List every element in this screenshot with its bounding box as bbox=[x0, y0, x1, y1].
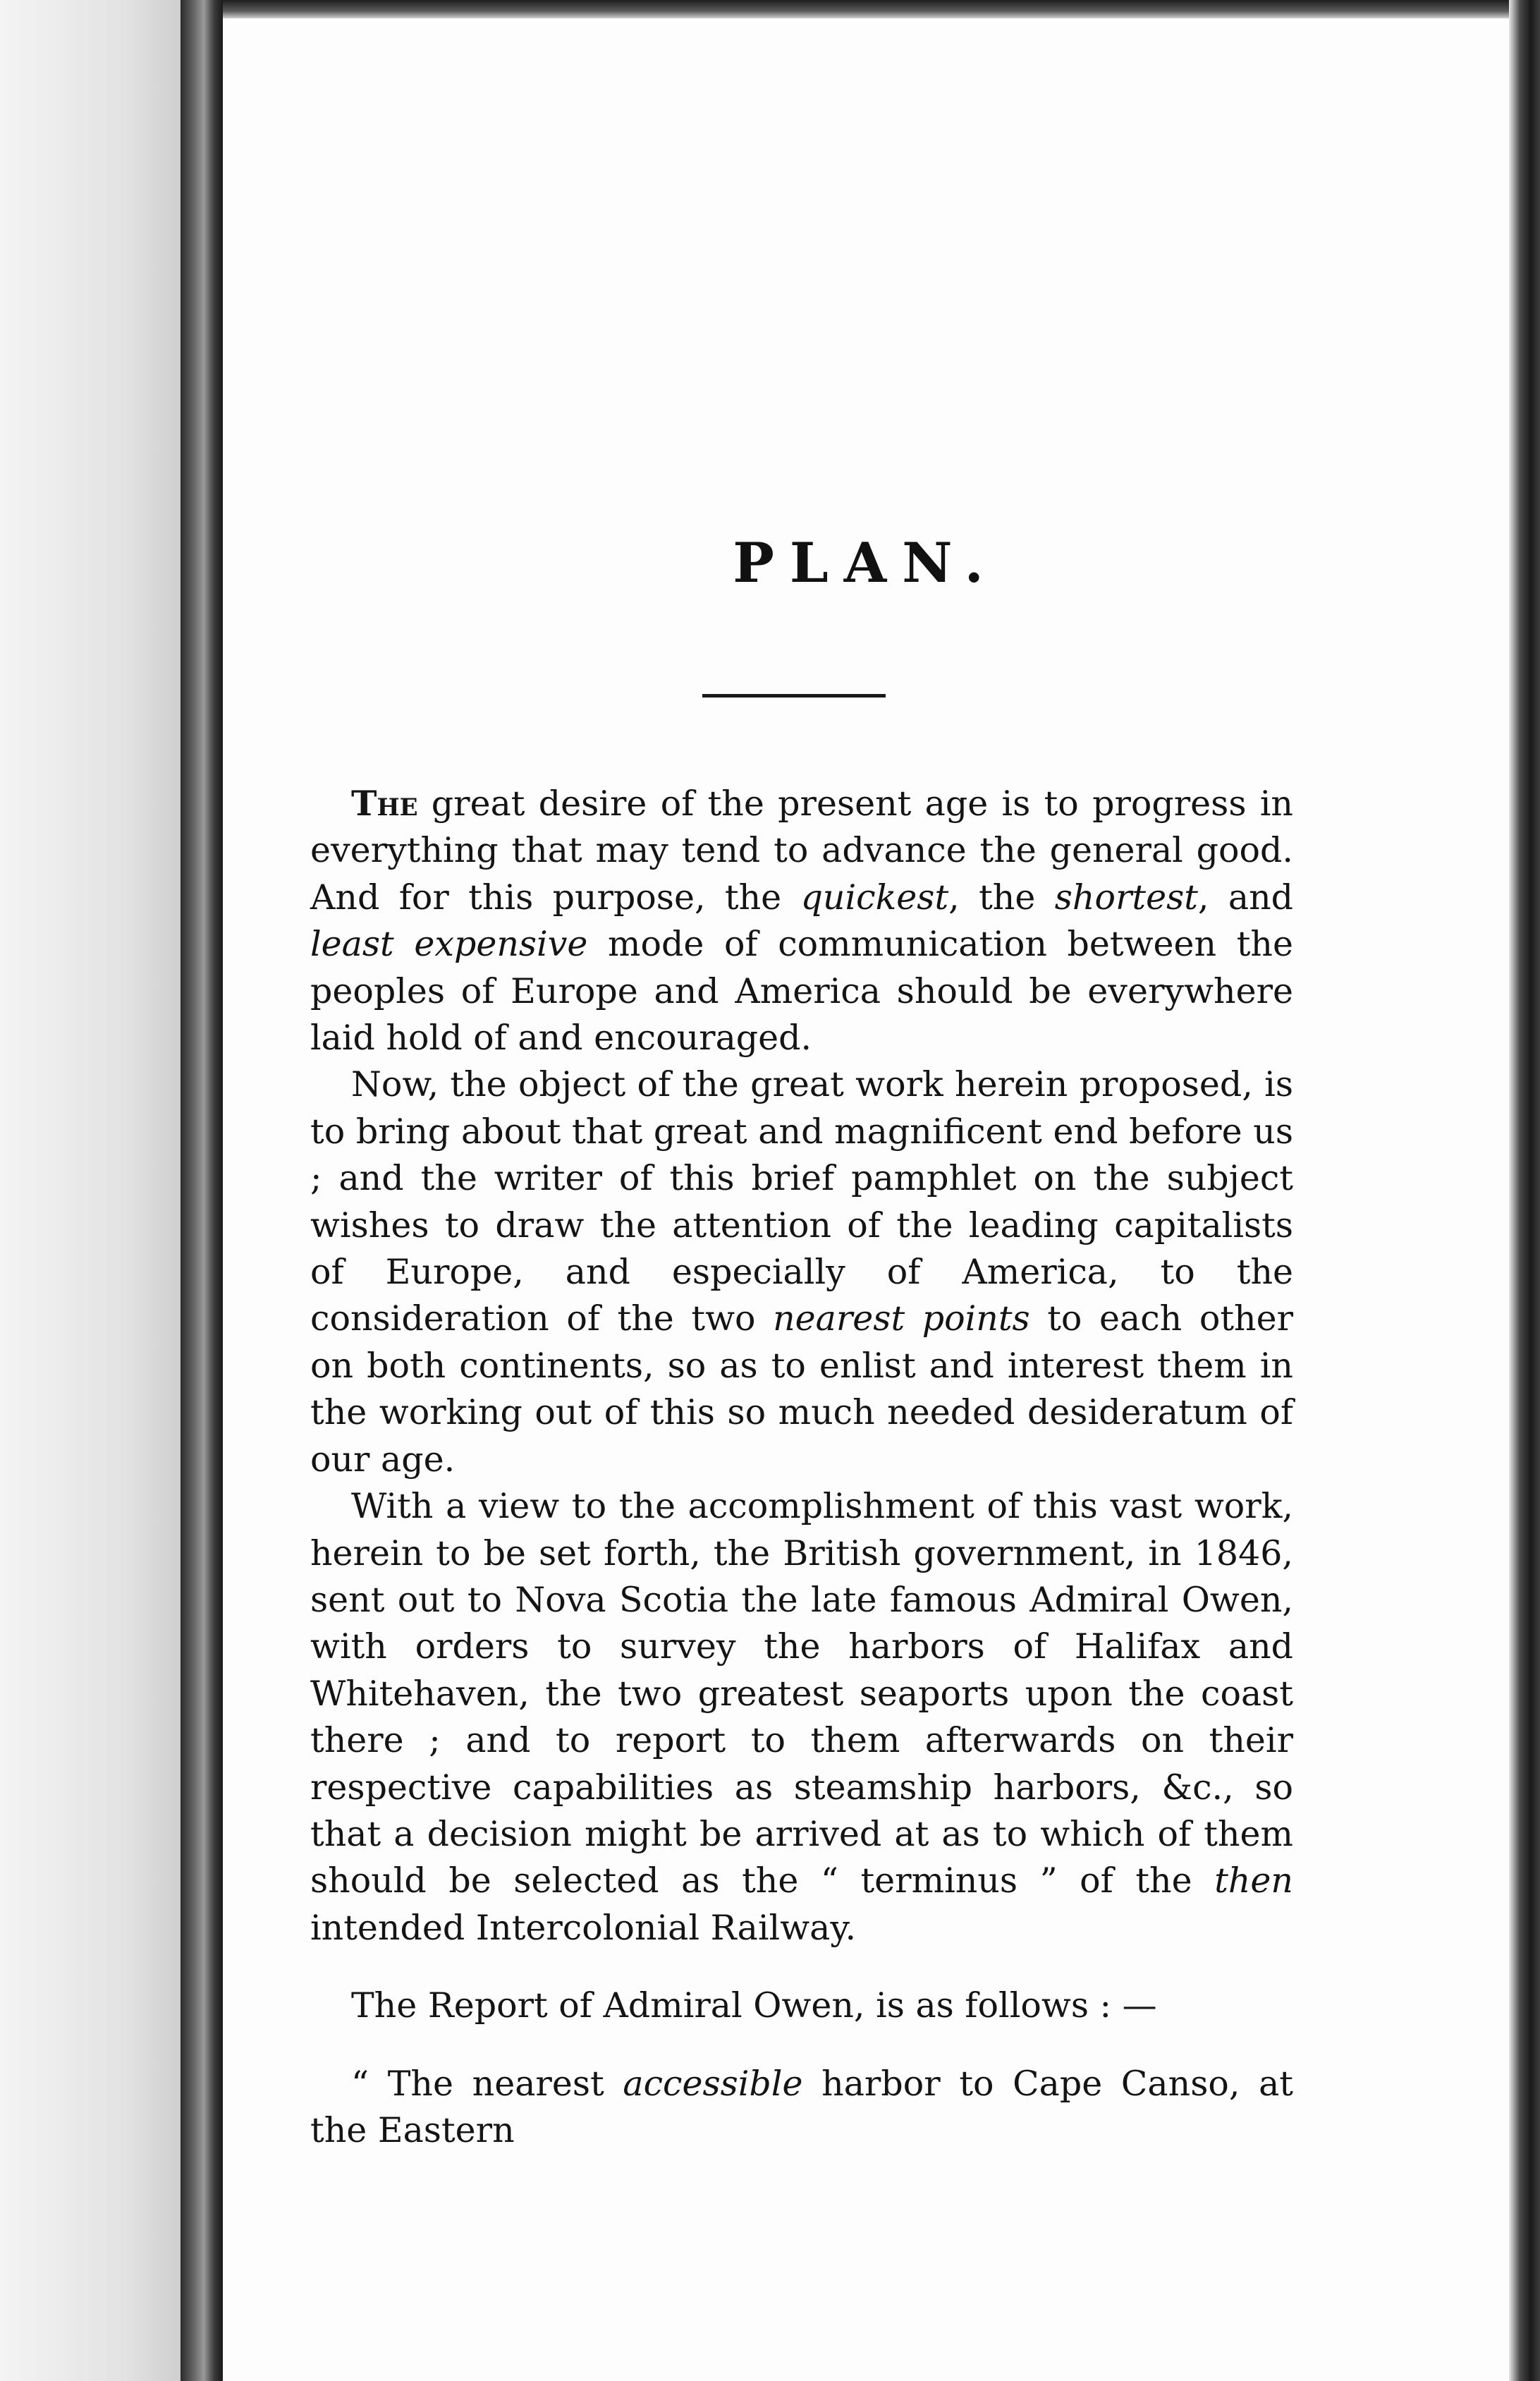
text-run: harbor to Cape Canso, at the Eastern bbox=[310, 2063, 1294, 2150]
italic-text: quickest bbox=[800, 877, 949, 918]
lead-word: The bbox=[351, 783, 418, 824]
page-title: PLAN. bbox=[733, 531, 999, 595]
italic-text: nearest points bbox=[773, 1298, 1030, 1339]
text-run: , the bbox=[948, 877, 1055, 918]
paragraph bbox=[310, 1061, 1293, 1483]
text-run: Now, the object of the great work herein proposed, is to bring about that great and magnificent end before us ; and the writer of this brief pamphlet on the subject wishes to draw the attention of the leading capitalists of Europe, and especially of America, to the consideration of the two bbox=[310, 1064, 1293, 1339]
body-text bbox=[310, 780, 1293, 2154]
text-run: , and bbox=[1197, 877, 1294, 918]
paragraph bbox=[310, 2061, 1293, 2155]
paragraph bbox=[310, 1483, 1293, 1951]
italic-text: least expensive bbox=[310, 924, 588, 965]
italic-text: accessible bbox=[623, 2063, 803, 2104]
book-binding-edge bbox=[181, 0, 223, 2381]
italic-text: then bbox=[1214, 1861, 1293, 1901]
paragraph bbox=[310, 1983, 1293, 2029]
title-rule bbox=[702, 694, 886, 698]
paragraph bbox=[310, 780, 1293, 1061]
italic-text: shortest bbox=[1054, 877, 1198, 918]
scan-top-edge bbox=[223, 0, 1540, 18]
text-run: The Report of Admiral Owen, is as follows : — bbox=[351, 1985, 1157, 2026]
text-run: great desire of the present age is to progress in everything that may tend to advance the general good. And for this purpose, the bbox=[310, 784, 1293, 918]
text-run: intended Intercolonial Railway. bbox=[310, 1907, 857, 1948]
text-run: With a view to the accomplishment of this vast work, herein to be set forth, the British government, in 1846, sent out to Nova Scotia the late famous Admiral Owen, with orders to survey the harbors of Halifax and Whitehaven, the two greatest seaports upon the coast there ; and to report to them afterwards on their respective capabilities as steamship harbors, &c., so that a decision might be arrived at as to which of them should be selected as the “ terminus ” of the bbox=[310, 1486, 1293, 1901]
scan-right-edge bbox=[1509, 0, 1540, 2381]
scan-left-margin bbox=[0, 0, 181, 2381]
text-run: “ The nearest bbox=[351, 2063, 623, 2104]
text-run: mode of communication between the peoples of Europe and America should be everywhere laid hold of and encouraged. bbox=[310, 924, 1293, 1059]
text-run: to each other on both continents, so as to enlist and interest them in the working out of this so much needed desideratum of our age. bbox=[310, 1298, 1293, 1480]
